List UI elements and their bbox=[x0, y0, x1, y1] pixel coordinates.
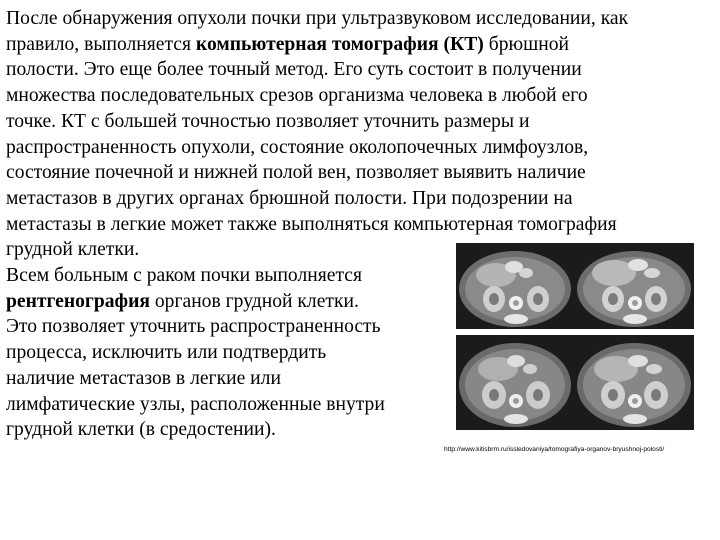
text-line: лимфатические узлы, расположенные внутри bbox=[6, 393, 385, 415]
bold-term-xray: рентгенография bbox=[6, 290, 150, 312]
text-line: процесса, исключить или подтвердить bbox=[6, 342, 327, 364]
text-line: состояние почечной и нижней полой вен, позволяет выявить наличие bbox=[6, 162, 586, 184]
ct-scan-graphic bbox=[456, 243, 694, 329]
text-line: распространенность опухоли, состояние околопочечных лимфоузлов, bbox=[6, 136, 589, 158]
text-line: грудной клетки (в средостении). bbox=[6, 419, 276, 441]
text-fragment: правило, выполняется bbox=[6, 33, 196, 55]
text-fragment: органов грудной клетки. bbox=[149, 290, 359, 312]
source-url: http://www.kitisbrm.ru/issledovaniya/tomografiya-organov-bryushnoj-polosti/ bbox=[444, 446, 665, 453]
text-line: точке. КТ с большей точностью позволяет уточнить размеры и bbox=[6, 110, 530, 132]
text-line bbox=[6, 32, 718, 58]
text-line: Всем больным с раком почки выполняется bbox=[6, 265, 362, 287]
text-line: полости. Это еще более точный метод. Его суть состоит в получении bbox=[6, 59, 582, 81]
ct-slice-right bbox=[577, 251, 691, 327]
text-line: наличие метастазов в легкие или bbox=[6, 367, 281, 389]
ct-scan-image-bottom bbox=[456, 335, 694, 430]
text-line: грудной клетки. bbox=[6, 239, 140, 261]
ct-scan-image-top bbox=[456, 243, 694, 329]
ct-slice-right bbox=[577, 343, 691, 427]
text-line: метастазы в легкие может также выполняться компьютерная томография bbox=[6, 213, 617, 235]
bold-term-ct: компьютерная томография (КТ) bbox=[195, 33, 484, 55]
text-line: множества последовательных срезов организма человека в любой его bbox=[6, 85, 588, 107]
text-fragment: брюшной bbox=[483, 33, 570, 55]
ct-slice-left bbox=[459, 251, 571, 327]
text-line: метастазов в других органах брюшной полости. При подозрении на bbox=[6, 187, 573, 209]
ct-slice-left bbox=[459, 343, 571, 427]
text-line: Это позволяет уточнить распространенность bbox=[6, 316, 381, 338]
text-line: После обнаружения опухоли почки при ультразвуковом исследовании, как bbox=[6, 8, 629, 29]
ct-scan-graphic bbox=[456, 335, 694, 430]
